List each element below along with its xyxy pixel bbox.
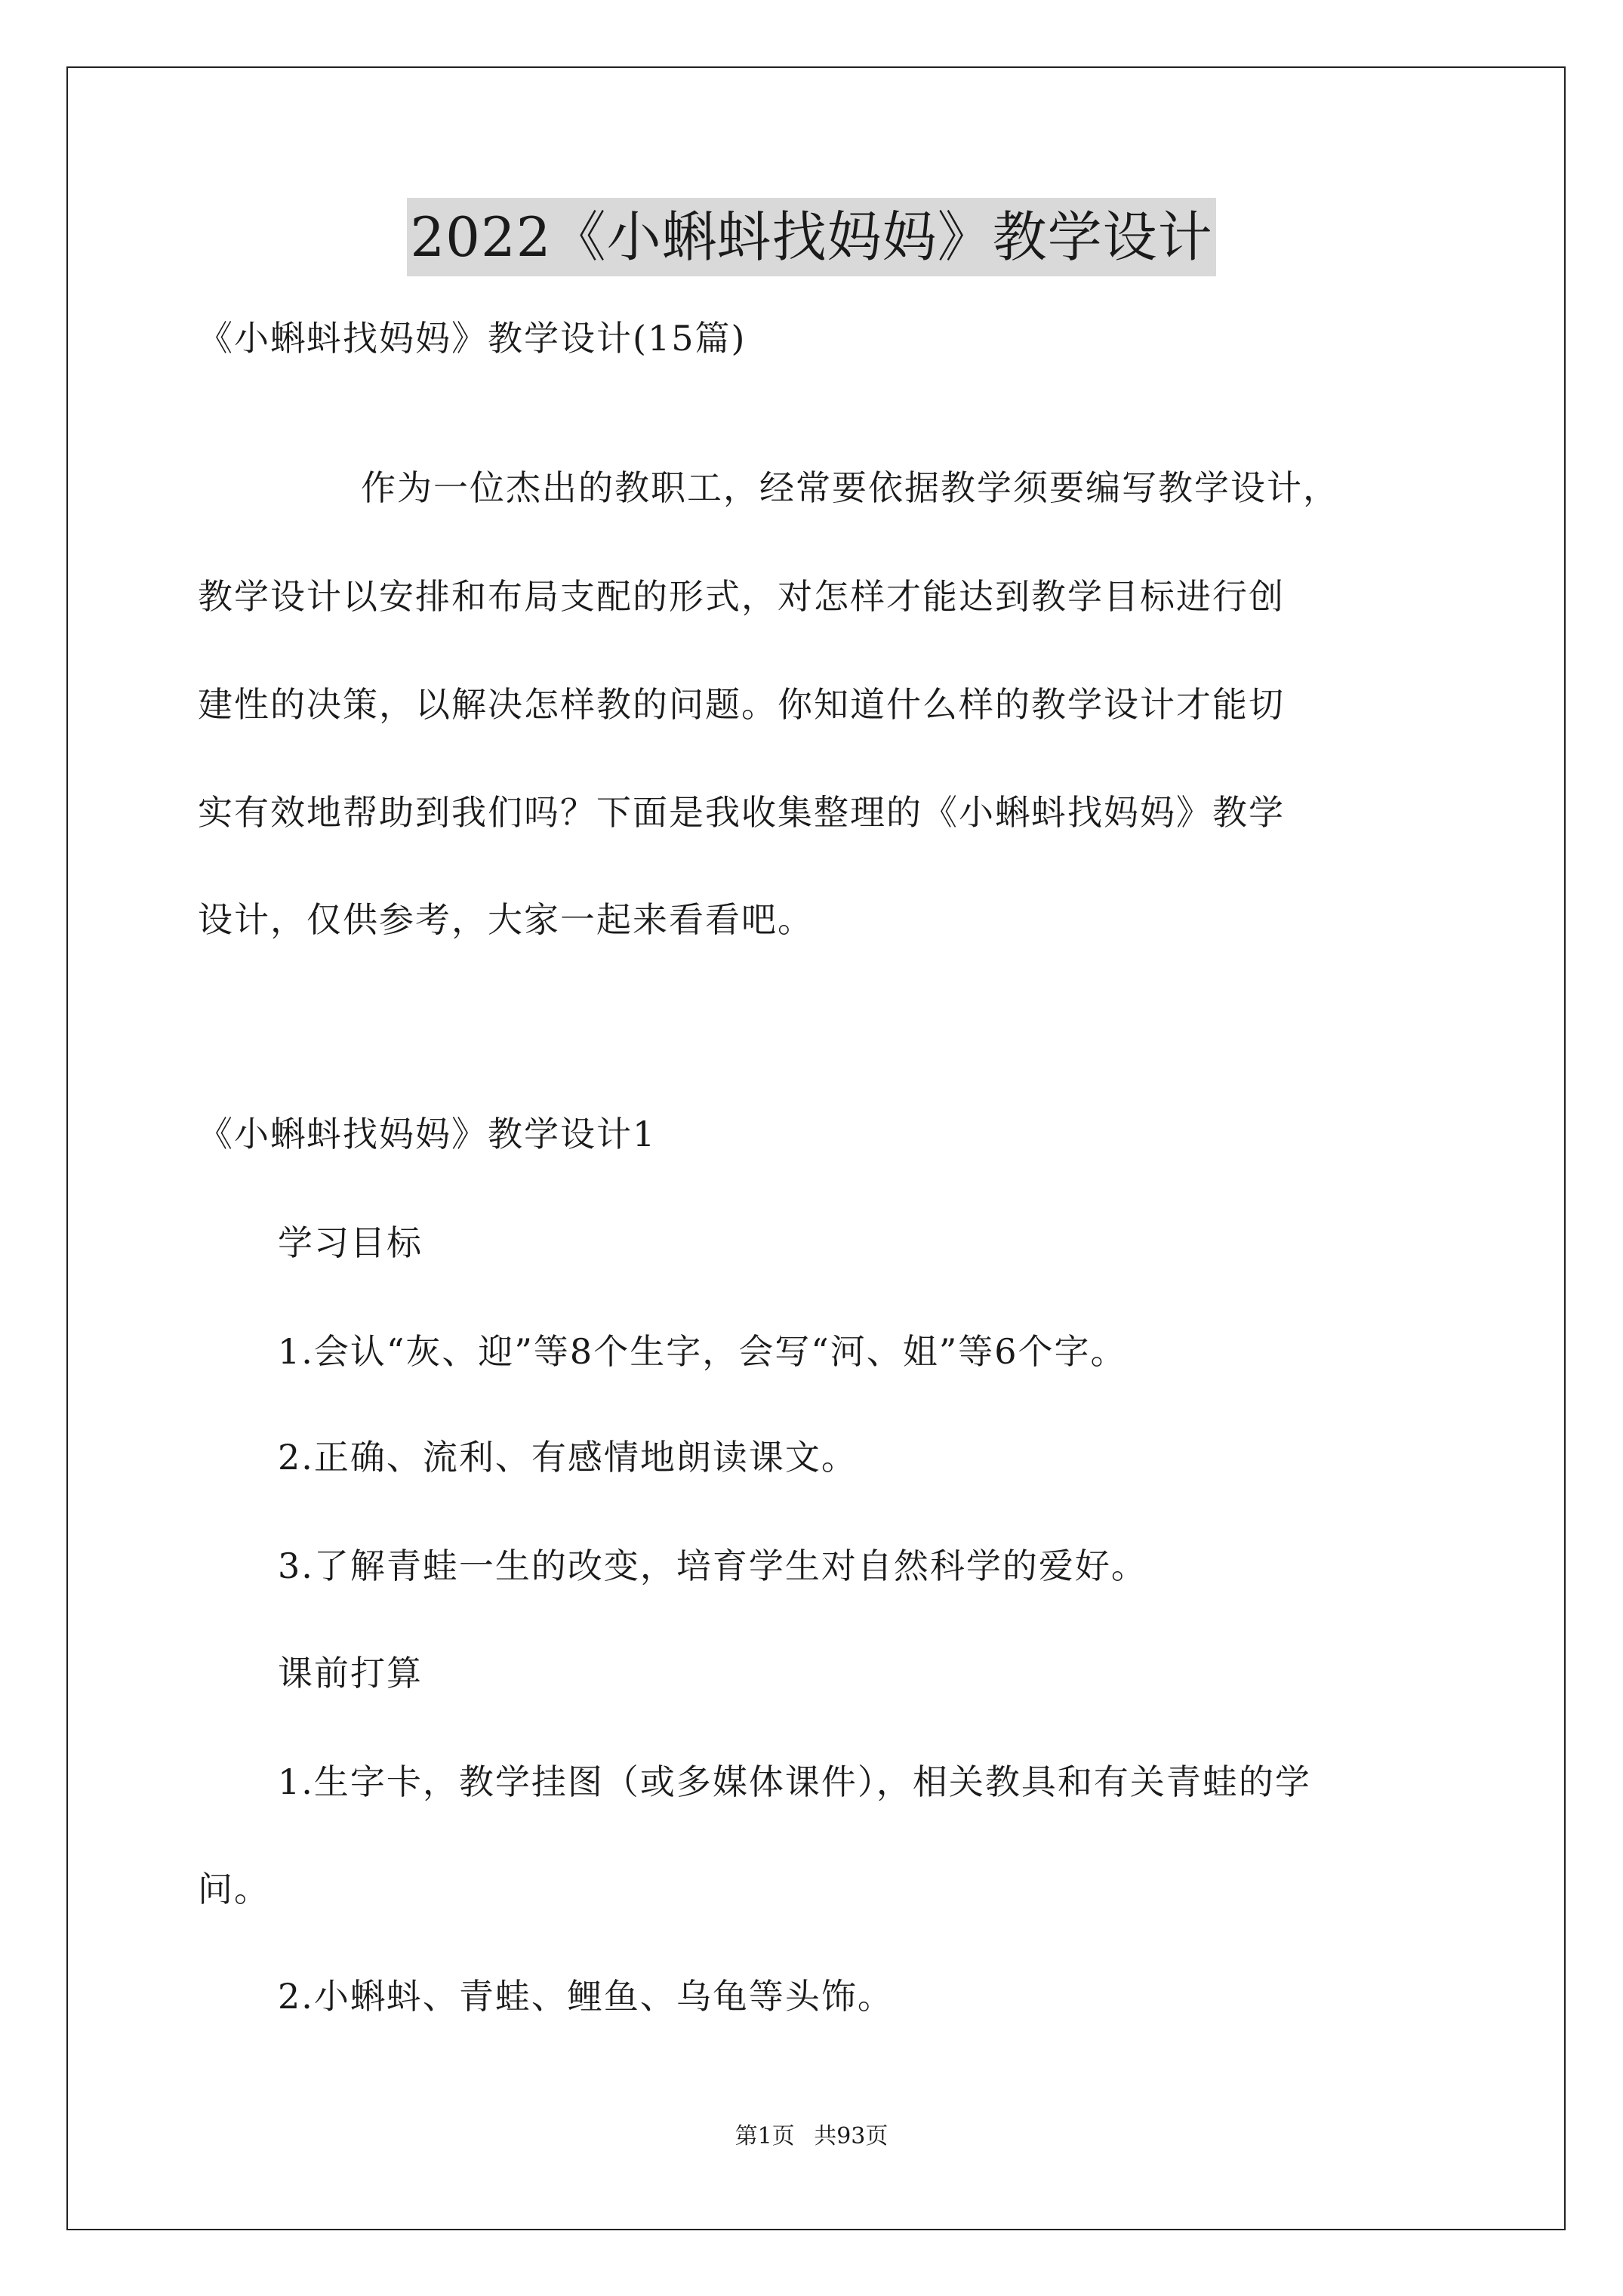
prep-item-1-line-2: 问。 <box>198 1869 270 1909</box>
page-footer <box>0 2122 1623 2152</box>
goal-item-1: 1.会认“灰、迎”等8个生字，会写“河、姐”等6个字。 <box>278 1331 1127 1372</box>
prep-item-2: 2.小蝌蚪、青蛙、鲤鱼、乌龟等头饰。 <box>278 1976 894 2017</box>
intro-line-1: 作为一位杰出的教职工，经常要依据教学须要编写教学设计， <box>361 467 1339 508</box>
goal-item-2: 2.正确、流利、有感情地朗读课文。 <box>278 1437 858 1478</box>
intro-line-4: 实有效地帮助到我们吗？下面是我收集整理的《小蝌蚪找妈妈》教学 <box>198 792 1285 833</box>
intro-line-2: 教学设计以安排和布局支配的形式，对怎样才能达到教学目标进行创 <box>198 576 1285 617</box>
document-title: 2022《小蝌蚪找妈妈》教学设计 <box>407 198 1215 276</box>
section-heading: 《小蝌蚪找妈妈》教学设计1 <box>198 1114 657 1154</box>
title-block <box>0 198 1623 276</box>
goals-heading: 学习目标 <box>278 1222 423 1263</box>
page-total: 共93页 <box>814 2123 888 2150</box>
intro-line-3: 建性的决策，以解决怎样教的问题。你知道什么样的教学设计才能切 <box>198 684 1285 725</box>
page-number: 第1页 <box>735 2123 795 2150</box>
prep-item-1-line-1: 1.生字卡，教学挂图（或多媒体课件），相关教具和有关青蛙的学 <box>278 1761 1311 1802</box>
subtitle: 《小蝌蚪找妈妈》教学设计(15篇) <box>198 318 747 359</box>
prep-heading: 课前打算 <box>278 1653 423 1693</box>
intro-line-5: 设计，仅供参考，大家一起来看看吧。 <box>198 899 814 940</box>
goal-item-3: 3.了解青蛙一生的改变，培育学生对自然科学的爱好。 <box>278 1546 1147 1586</box>
